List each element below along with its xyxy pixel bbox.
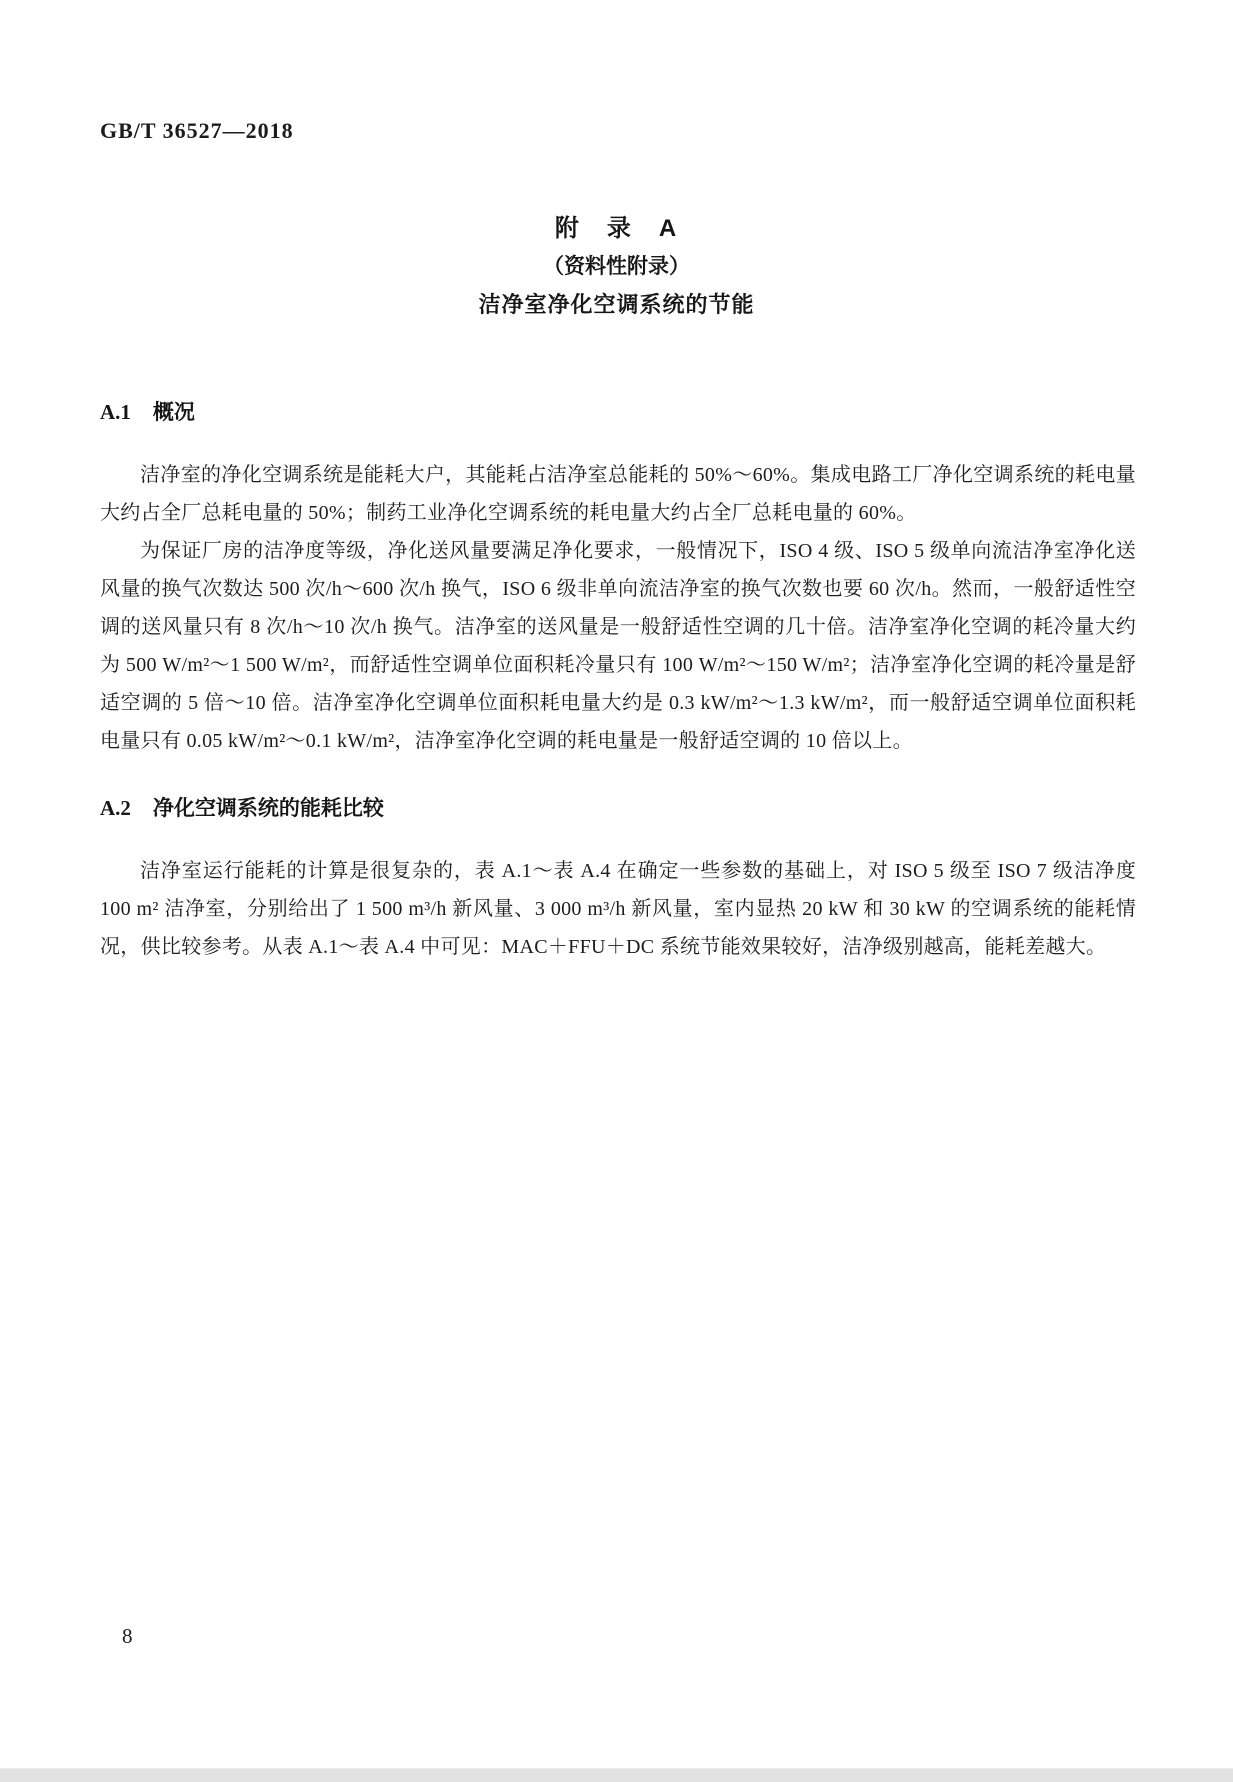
section-title-a2: 净化空调系统的能耗比较 <box>152 797 384 820</box>
appendix-title: 附 录 A <box>554 215 679 242</box>
appendix-name: 洁净室净化空调系统的节能 <box>478 292 755 317</box>
section-number-a1: A.1 <box>100 400 131 424</box>
paragraph-a1-2: 为保证厂房的洁净度等级，净化送风量要满足净化要求，一般情况下，ISO 4 级、ISO 5 级单向流洁净室净化送风量的换气次数达 500 次/h～600 次/h 换气，ISO 6 级非单向流洁净室的换气次数也要 60 次/h。然而，一般舒适性空调的送风量只有 8 次/h～10 次/h 换气。洁净室的送风量是一般舒适性空调的几十倍。洁净室净化空调的耗冷量大约为 500 W/m²～1 500 W/m²，而舒适性空调单位面积耗冷量只有 100 W/m²～150 W/m²；洁净室净化空调的耗冷量是舒适空调的 5 倍～10 倍。洁净室净化空调单位面积耗电量大约是 0.3 kW/m²～1.3 kW/m²，而一般舒适空调单位面积耗电量只有 0.05 kW/m²～0.1 kW/m²，洁净室净化空调的耗电量是一般舒适空调的 10 倍以上。 <box>100 540 1136 752</box>
section-heading-a2 <box>100 792 1136 822</box>
section-title-a1: 概况 <box>152 401 195 424</box>
standard-number-header: GB/T 36527—2018 <box>100 118 294 143</box>
section-heading-a1 <box>100 396 1136 426</box>
scan-edge-strip <box>0 1768 1233 1782</box>
appendix-subtitle: （资料性附录） <box>543 255 690 278</box>
appendix-title-block <box>0 210 1233 324</box>
page-number: 8 <box>122 1624 133 1648</box>
paragraph-a1-1: 洁净室的净化空调系统是能耗大户，其能耗占洁净室总能耗的 50%～60%。集成电路工厂净化空调系统的耗电量大约占全厂总耗电量的 50%；制药工业净化空调系统的耗电量大约占全厂总耗电量的 60%。 <box>100 464 1136 524</box>
body-content <box>100 396 1136 966</box>
paragraph-a2-1: 洁净室运行能耗的计算是很复杂的，表 A.1～表 A.4 在确定一些参数的基础上，对 ISO 5 级至 ISO 7 级洁净度 100 m² 洁净室，分别给出了 1 500 m³/h 新风量、3 000 m³/h 新风量，室内显热 20 kW 和 30 kW 的空调系统的能耗情况，供比较参考。从表 A.1～表 A.4 中可见：MAC＋FFU＋DC 系统节能效果较好，洁净级别越高，能耗差越大。 <box>100 860 1136 958</box>
section-number-a2: A.2 <box>100 796 131 820</box>
